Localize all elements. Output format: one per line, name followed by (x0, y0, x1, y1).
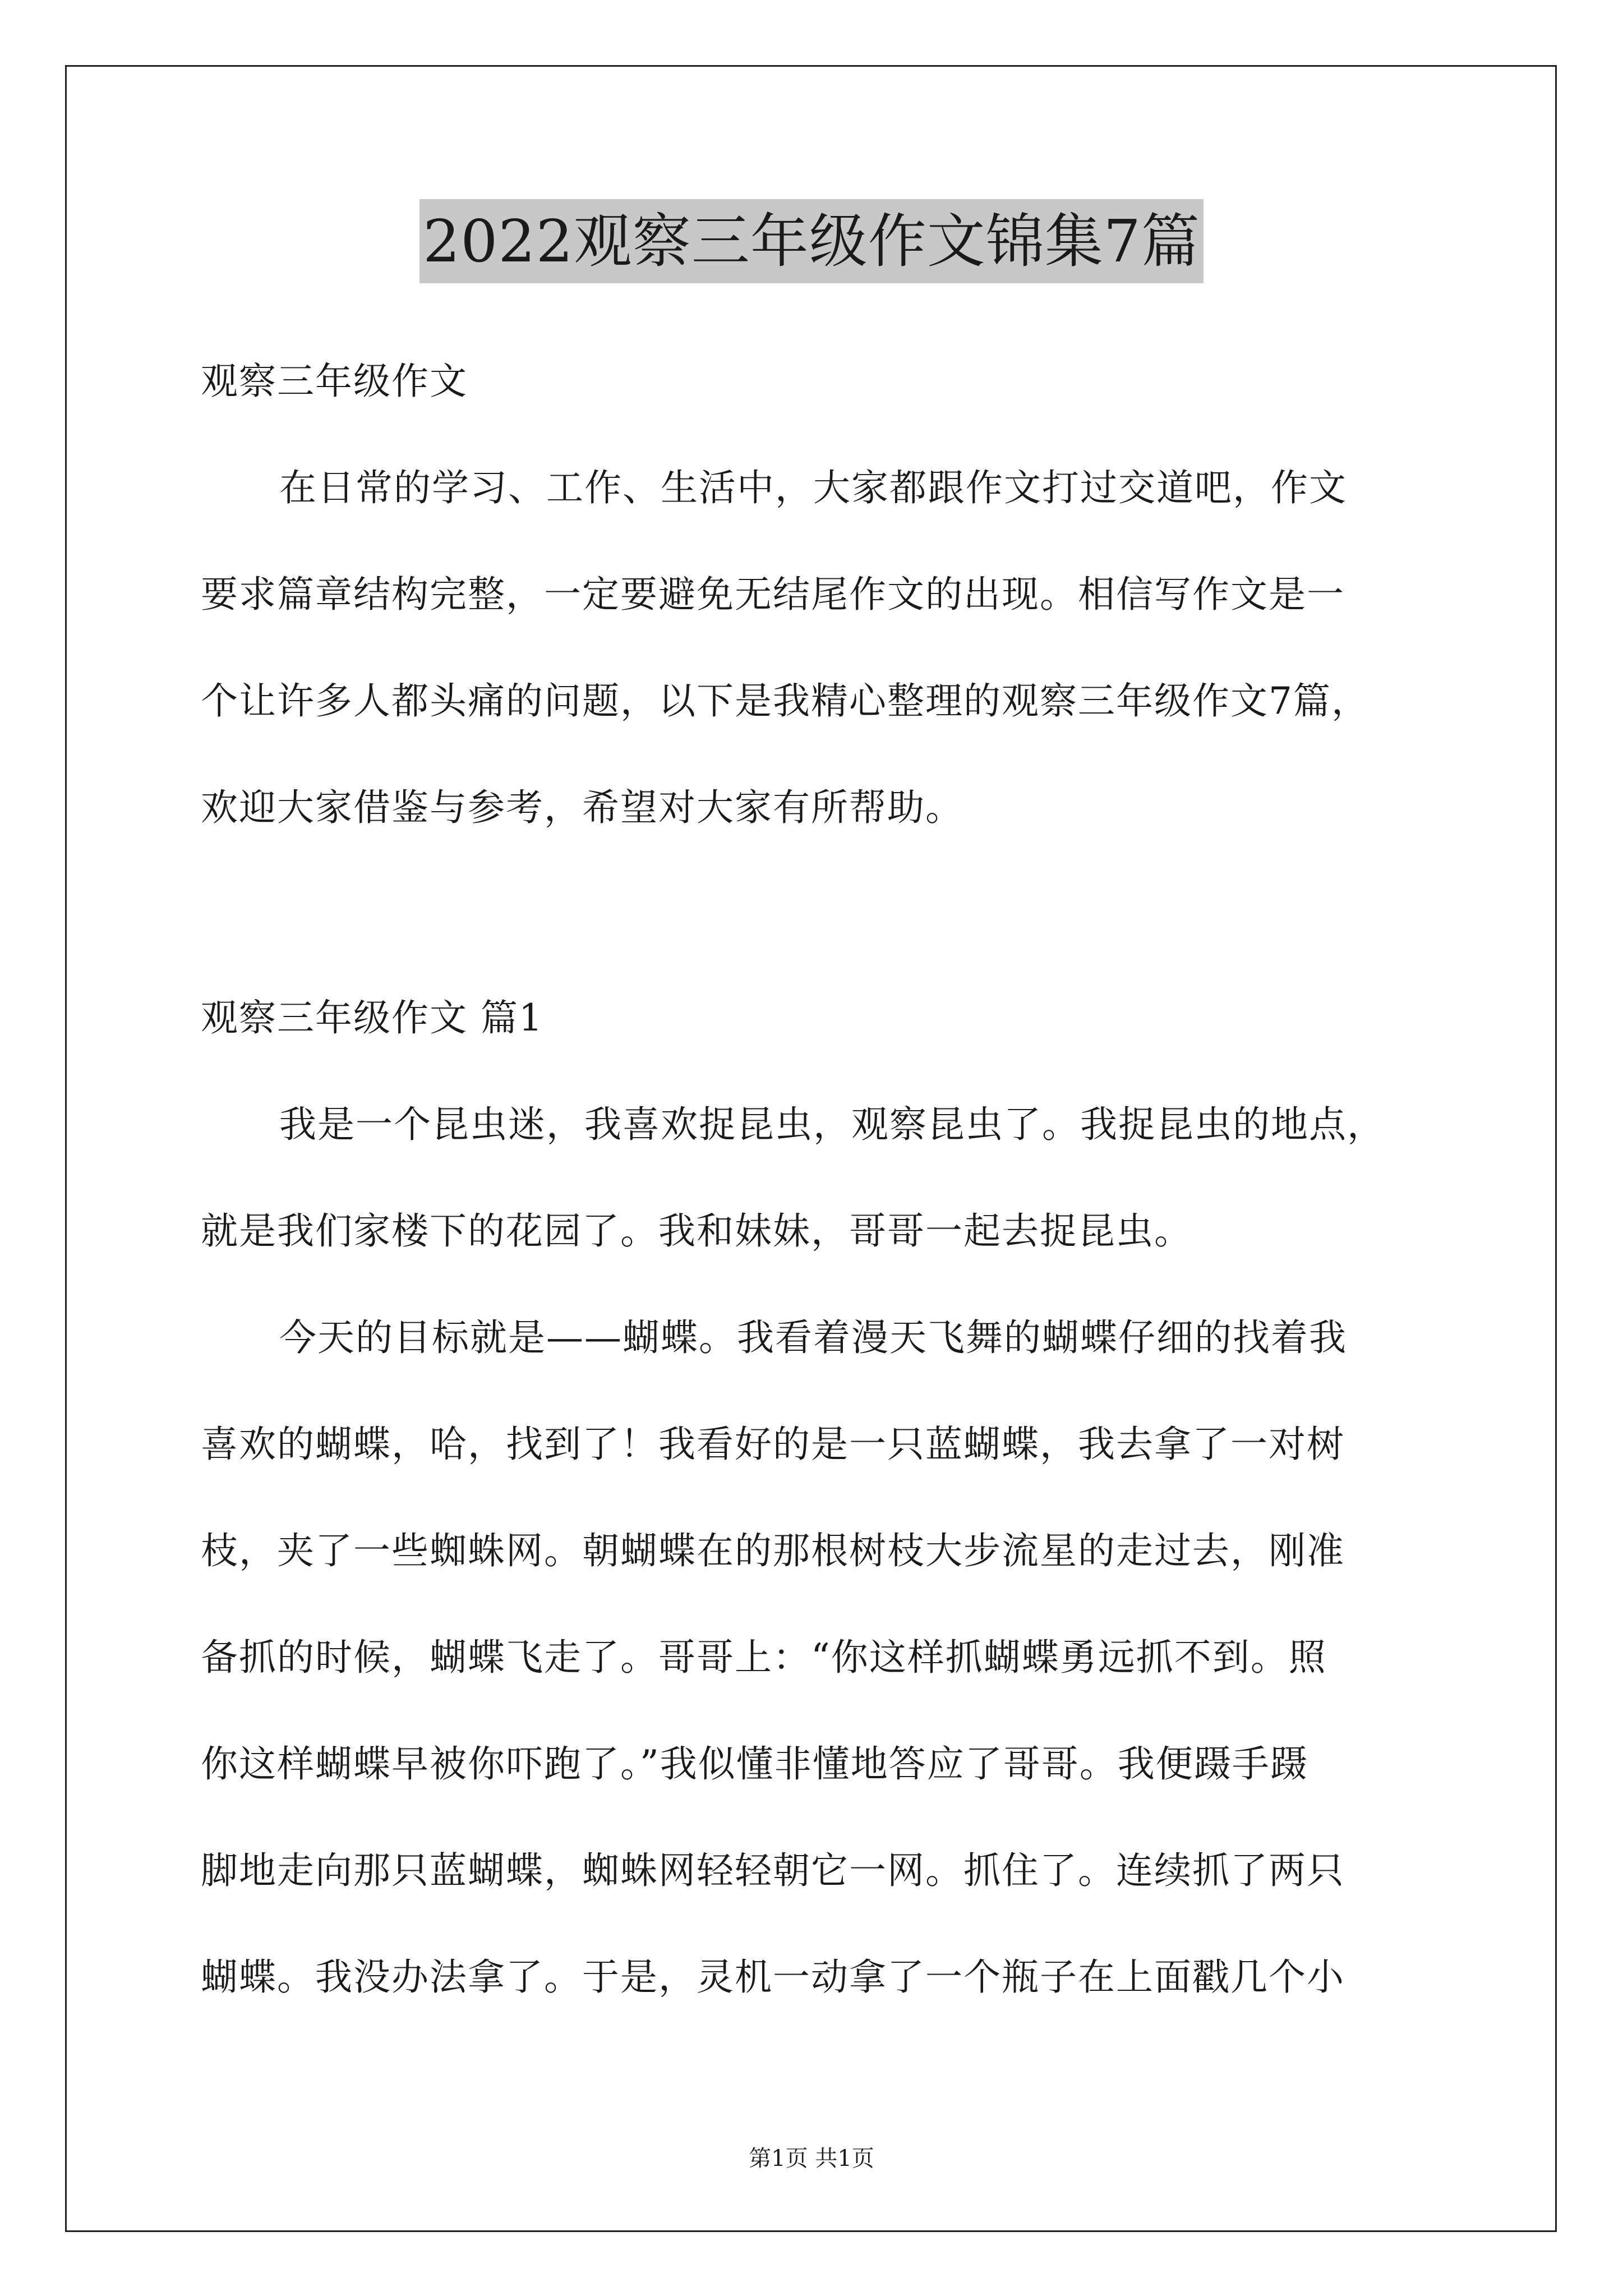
paragraph-line: 脚地走向那只蓝蝴蝶，蜘蛛网轻轻朝它一网。抓住了。连续抓了两只 (201, 1849, 1345, 1892)
paragraph-line: 喜欢的蝴蝶，哈，找到了！我看好的是一只蓝蝴蝶，我去拿了一对树 (201, 1423, 1345, 1466)
paragraph-line: 你这样蝴蝶早被你吓跑了。”我似懂非懂地答应了哥哥。我便蹑手蹑 (201, 1742, 1308, 1786)
paragraph-line: 枝，夹了一些蜘蛛网。朝蝴蝶在的那根树枝大步流星的走过去，刚准 (201, 1529, 1345, 1572)
intro-heading: 观察三年级作文 (201, 360, 468, 403)
intro-line: 在日常的学习、工作、生活中，大家都跟作文打过交道吧，作文 (279, 466, 1347, 509)
document-title: 2022观察三年级作文锦集7篇 (419, 199, 1204, 283)
intro-line: 个让许多人都头痛的问题，以下是我精心整理的观察三年级作文7篇， (201, 679, 1370, 723)
paragraph-line: 我是一个昆虫迷，我喜欢捉昆虫，观察昆虫了。我捉昆虫的地点， (279, 1103, 1385, 1146)
intro-line: 要求篇章结构完整，一定要避免无结尾作文的出现。相信写作文是一 (201, 573, 1345, 616)
paragraph-line: 蝴蝶。我没办法拿了。于是，灵机一动拿了一个瓶子在上面戳几个小 (201, 1955, 1345, 1999)
paragraph-line: 就是我们家楼下的花园了。我和妹妹，哥哥一起去捉昆虫。 (201, 1209, 1192, 1253)
page-footer: 第1页 共1页 (749, 2146, 874, 2171)
title-wrap (0, 199, 1623, 283)
intro-line: 欢迎大家借鉴与参考，希望对大家有所帮助。 (201, 786, 963, 829)
paragraph-line: 备抓的时候，蝴蝶飞走了。哥哥上：“你这样抓蝴蝶勇远抓不到。照 (201, 1636, 1327, 1679)
section-heading: 观察三年级作文 篇1 (201, 996, 543, 1039)
paragraph-line: 今天的目标就是——蝴蝶。我看着漫天飞舞的蝴蝶仔细的找着我 (279, 1316, 1347, 1359)
